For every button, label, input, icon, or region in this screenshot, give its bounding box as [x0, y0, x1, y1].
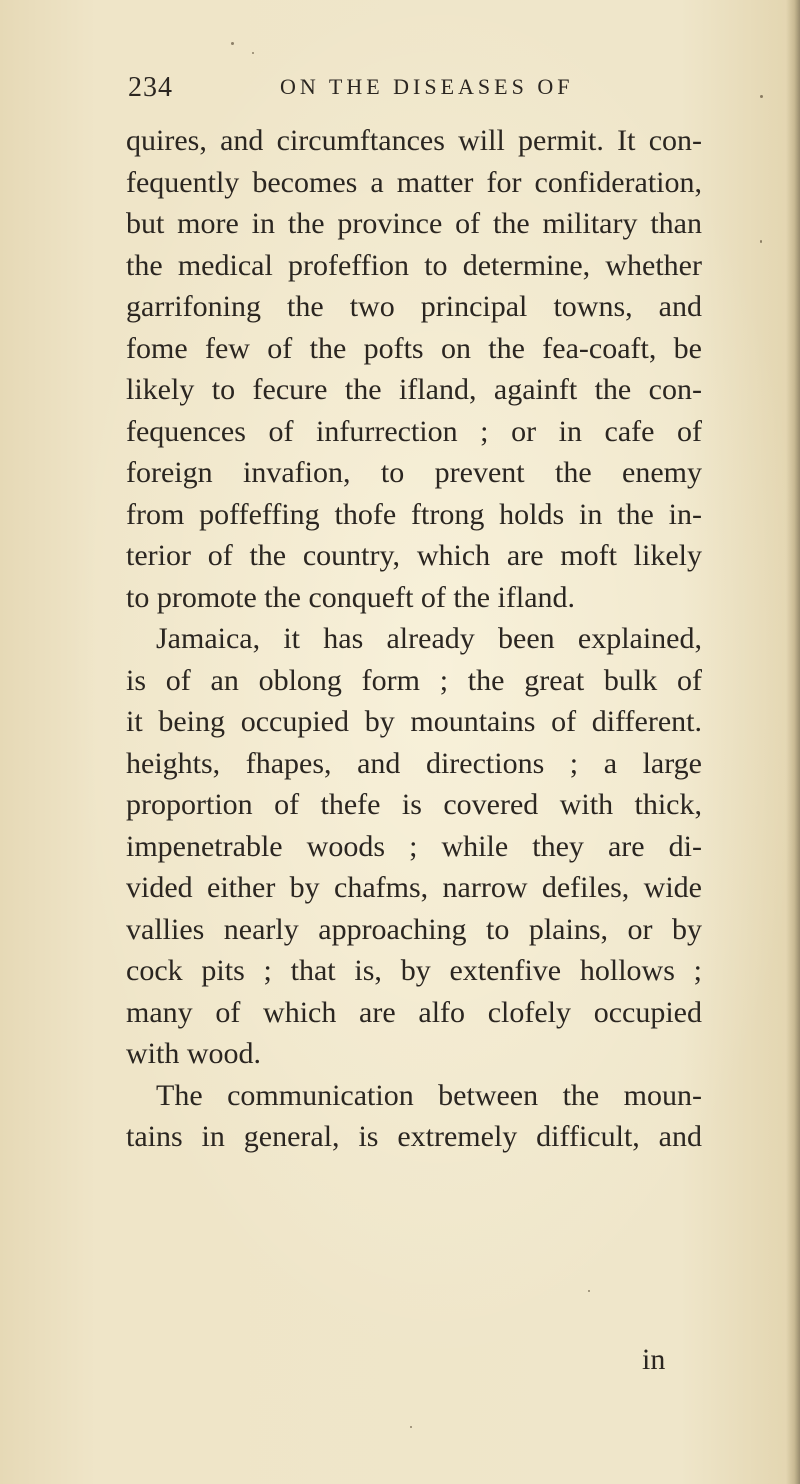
text-line: quires, and circumftances will permit. It con-	[126, 124, 702, 157]
running-head	[128, 72, 688, 112]
text-line: vallies nearly approaching to plains, or by	[126, 912, 702, 946]
body-text	[126, 120, 702, 1158]
paragraph-start-line: The communication between the moun-	[156, 1078, 702, 1112]
running-title: ON THE DISEASES OF	[280, 74, 574, 99]
text-line: but more in the province of the military than	[126, 207, 702, 240]
text-line: is of an oblong form ; the great bulk of	[126, 663, 702, 697]
text-line: it being occupied by mountains of different.	[126, 705, 702, 738]
text-line: to promote the conqueft of the ifland.	[126, 580, 576, 614]
text-line: the medical profeffion to determine, whether	[126, 248, 702, 282]
paper-speck	[760, 95, 763, 98]
paper-speck	[410, 1426, 412, 1428]
catchword: in	[642, 1343, 666, 1376]
text-line: from poffeffing thofe ftrong holds in the in-	[126, 497, 702, 531]
paragraph-start-line: Jamaica, it has already been explained,	[156, 622, 702, 655]
paper-speck	[588, 1290, 590, 1292]
paper-speck	[760, 240, 762, 243]
text-line: fequences of infurrection ; or in cafe of	[126, 414, 702, 448]
page-edge-shadow	[786, 0, 800, 1484]
text-line: heights, fhapes, and directions ; a large	[126, 746, 702, 780]
paper-speck	[231, 42, 234, 45]
text-line: impenetrable woods ; while they are di-	[126, 829, 702, 863]
text-line: with wood.	[126, 1037, 261, 1070]
text-line: likely to fecure the ifland, againft the con-	[126, 373, 702, 406]
text-line: fequently becomes a matter for confideration,	[126, 165, 702, 199]
text-line: vided either by chafms, narrow defiles, wide	[126, 871, 702, 904]
text-line: foreign invafion, to prevent the enemy	[126, 456, 702, 489]
text-line: tains in general, is extremely difficult, and	[126, 1120, 702, 1153]
text-line: proportion of thefe is covered with thick,	[126, 788, 702, 821]
text-line: terior of the country, which are moft likely	[126, 539, 702, 572]
text-line: cock pits ; that is, by extenfive hollows ;	[126, 954, 702, 987]
page-number: 234	[128, 72, 173, 103]
paper-speck	[252, 52, 254, 54]
text-line: garrifoning the two principal towns, and	[126, 290, 702, 323]
text-line: fome few of the pofts on the fea-coaft, be	[126, 331, 702, 365]
text-line: many of which are alfo clofely occupied	[126, 995, 702, 1029]
